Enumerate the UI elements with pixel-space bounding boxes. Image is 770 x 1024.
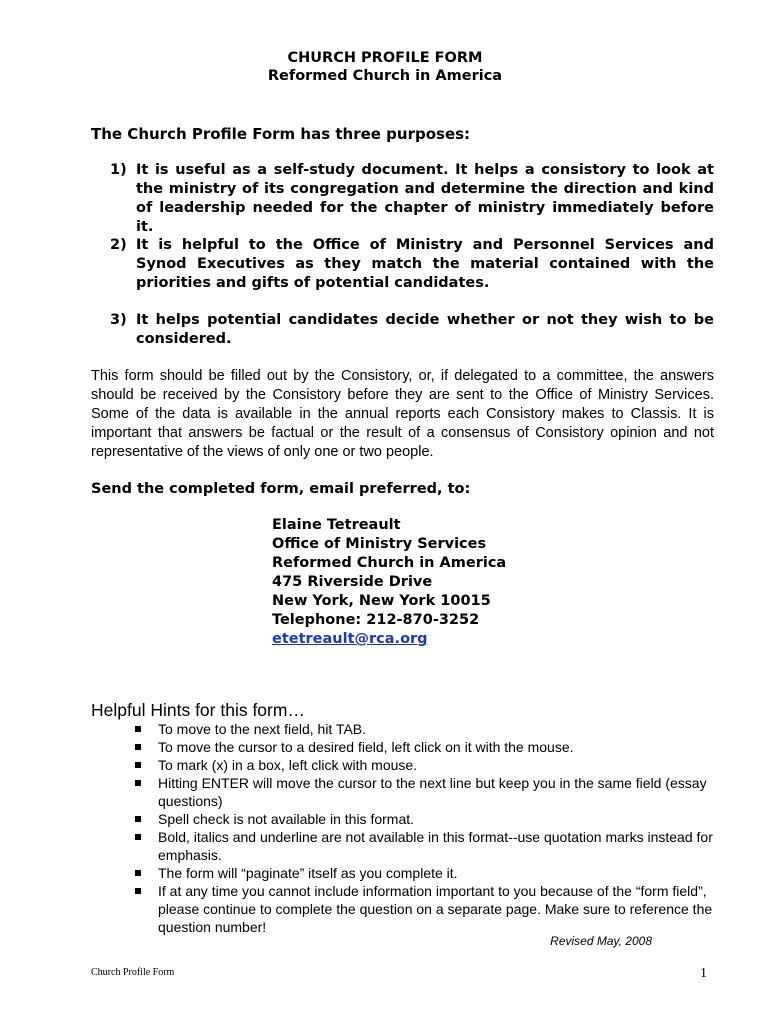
footer-label: Church Profile Form bbox=[91, 967, 175, 978]
hint-text: Hitting ENTER will move the cursor to the next line but keep you in the same field (essay questions) bbox=[158, 775, 707, 809]
hint-item bbox=[132, 720, 718, 738]
purpose-item-1 bbox=[110, 161, 714, 237]
contact-office: Office of Ministry Services bbox=[272, 536, 487, 552]
page-number: 1 bbox=[700, 966, 707, 981]
hint-text: The form will “paginate” itself as you complete it. bbox=[158, 865, 458, 881]
document-subtitle: Reformed Church in America bbox=[267, 68, 503, 84]
document-title: CHURCH PROFILE FORM bbox=[287, 50, 483, 66]
purpose-number: 2) bbox=[110, 237, 127, 253]
hint-text: Spell check is not available in this format. bbox=[158, 811, 415, 827]
purpose-number: 3) bbox=[110, 312, 127, 328]
contact-telephone: Telephone: 212-870-3252 bbox=[272, 612, 480, 628]
hint-item bbox=[132, 738, 718, 756]
hint-item bbox=[132, 882, 718, 936]
hint-item bbox=[132, 756, 718, 774]
purpose-text: It helps potential candidates decide whether or not they wish to be considered. bbox=[136, 312, 714, 347]
bullet-square-icon bbox=[135, 726, 141, 732]
hint-text: To move to the next field, hit TAB. bbox=[158, 721, 367, 737]
hint-text: To move the cursor to a desired field, left click on it with the mouse. bbox=[158, 739, 574, 755]
contact-name: Elaine Tetreault bbox=[272, 517, 401, 533]
contact-email-link[interactable]: etetreault@rca.org bbox=[272, 631, 428, 647]
hints-heading: Helpful Hints for this form… bbox=[91, 700, 305, 720]
hint-item bbox=[132, 774, 718, 810]
purposes-heading: The Church Profile Form has three purposes: bbox=[91, 125, 471, 143]
bullet-square-icon bbox=[135, 744, 141, 750]
bullet-square-icon bbox=[135, 834, 141, 840]
purpose-text: It is helpful to the Office of Ministry and Personnel Services and Synod Executives as they match the material contained with the priorities and gifts of potential candidates. bbox=[136, 237, 714, 291]
bullet-square-icon bbox=[135, 780, 141, 786]
hint-item bbox=[132, 828, 718, 864]
hint-text: If at any time you cannot include information important to you because of the “form field”, please continue to complete the question on a separate page. Make sure to reference the question number! bbox=[158, 883, 713, 935]
purpose-number: 1) bbox=[110, 162, 127, 178]
purpose-item-3 bbox=[110, 311, 714, 349]
bullet-square-icon bbox=[135, 762, 141, 768]
contact-address-block bbox=[272, 516, 506, 649]
hint-item bbox=[132, 810, 718, 828]
instructions-paragraph: This form should be filled out by the Consistory, or, if delegated to a committee, the answers should be received by the Consistory before they are sent to the Office of Ministry Services. Some of the data is available in the annual reports each Consistory makes to Classis. It is important that answers be factual or the result of a consensus of Consistory opinion and not representative of the views of only one or two people. bbox=[91, 368, 714, 460]
contact-organization: Reformed Church in America bbox=[272, 555, 507, 571]
purpose-text: It is useful as a self-study document. It helps a consistory to look at the ministry of its congregation and determine the direction and kind of leadership needed for the chapter of ministry immediately before it. bbox=[136, 162, 714, 235]
hint-text: To mark (x) in a box, left click with mouse. bbox=[158, 757, 418, 773]
bullet-square-icon bbox=[135, 870, 141, 876]
hints-list bbox=[132, 720, 718, 936]
hint-item bbox=[132, 864, 718, 882]
contact-street: 475 Riverside Drive bbox=[272, 574, 433, 590]
contact-city: New York, New York 10015 bbox=[272, 593, 491, 609]
bullet-square-icon bbox=[135, 888, 141, 894]
revision-note: Revised May, 2008 bbox=[550, 934, 652, 948]
hint-text: Bold, italics and underline are not available in this format--use quotation marks instead for emphasis. bbox=[158, 829, 713, 863]
purpose-item-2 bbox=[110, 236, 714, 293]
send-heading: Send the completed form, email preferred, to: bbox=[91, 481, 471, 497]
bullet-square-icon bbox=[135, 816, 141, 822]
